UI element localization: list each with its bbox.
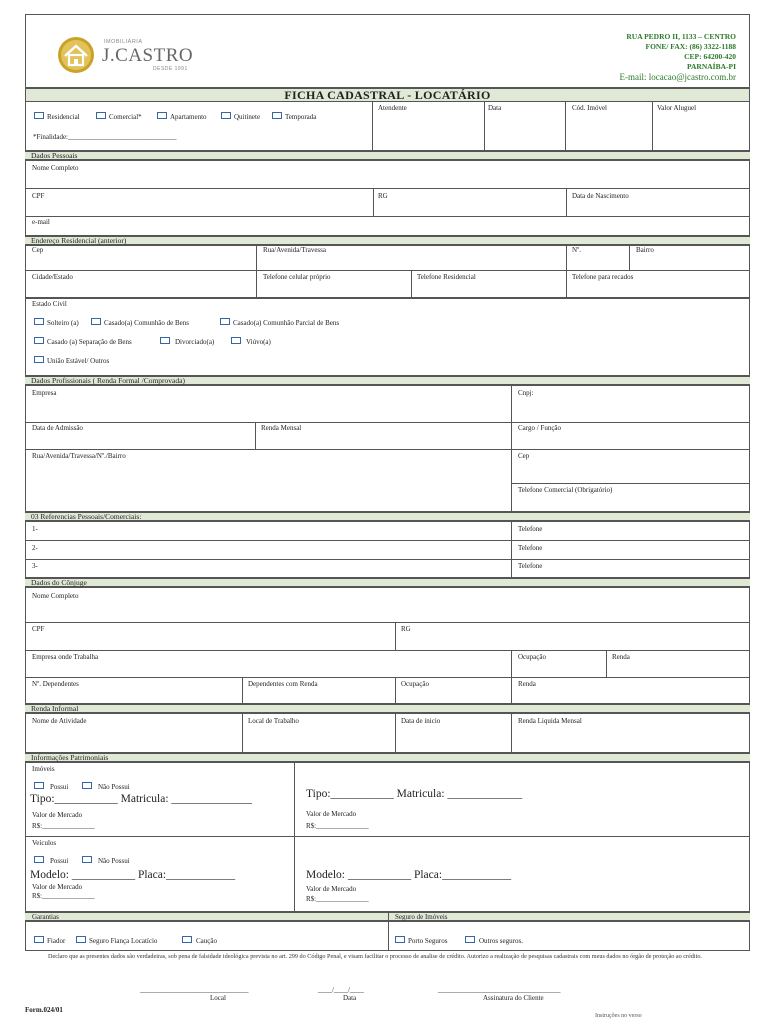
section-profissionais: Dados Profissionais ( Renda Formal /Comprovada)	[25, 376, 750, 385]
form-code: Form.024/01	[25, 1006, 63, 1014]
outros-seguros-checkbox[interactable]	[465, 936, 475, 943]
atendente-label: Atendente	[378, 104, 407, 112]
imovel-tipo-matricula-right[interactable]: Tipo:___________ Matricula: _____________	[306, 788, 523, 800]
imoveis-possui-checkbox[interactable]	[34, 782, 44, 789]
referencia-2-label: 2-	[32, 544, 38, 552]
caucao-label: Caução	[196, 937, 217, 945]
company-address	[620, 32, 737, 82]
tel-comercial-label: Telefone Comercial (Obrigatório)	[518, 486, 613, 494]
admissao-label: Data de Admissão	[32, 424, 83, 432]
comercial-checkbox[interactable]	[96, 112, 106, 119]
referencia-1-label: 1-	[32, 525, 38, 533]
veiculo-valor-left-label: Valor de Mercado	[32, 883, 83, 891]
imoveis-possui-label: Possui	[50, 783, 69, 791]
local-trabalho-label: Local de Trabalho	[248, 717, 299, 725]
assinatura-caption: Assinatura do Cliente	[483, 994, 544, 1002]
nome-completo-label: Nome Completo	[32, 164, 79, 172]
referencia-3-label: 3-	[32, 562, 38, 570]
cep-line: CEP: 64200-420	[684, 52, 736, 61]
veiculo-valor-right-label: Valor de Mercado	[306, 885, 357, 893]
renda-mensal-label: Renda Mensal	[261, 424, 302, 432]
veiculos-possui-label: Possui	[50, 857, 69, 865]
conjuge-renda2-label: Renda	[518, 680, 536, 688]
imovel-valor-right-label: Valor de Mercado	[306, 810, 357, 818]
casado-comunhao-checkbox[interactable]	[91, 318, 101, 325]
casado-comunhao-label: Casado(a) Comunhão de Bens	[104, 319, 189, 327]
imoveis-label: Imóveis	[32, 765, 55, 773]
local-signature-line[interactable]: _______________________________	[140, 986, 249, 994]
imovel-tipo-matricula-left[interactable]: Tipo:___________ Matricula: ______________	[30, 793, 252, 805]
page-title: FICHA CADASTRAL - LOCATÁRIO	[284, 88, 491, 102]
estado-civil-label: Estado Civil	[32, 300, 67, 308]
viuvo-label: Viúvo(a)	[246, 338, 271, 346]
conjuge-renda-label: Renda	[612, 653, 630, 661]
empresa-cep-label: Cep	[518, 452, 530, 460]
local-caption: Local	[210, 994, 226, 1002]
empresa-label: Empresa	[32, 389, 57, 397]
fiador-label: Fiador	[47, 937, 66, 945]
comercial-label: Comercial*	[109, 113, 142, 121]
section-renda-informal: Renda Informal	[25, 704, 750, 713]
finalidade-field[interactable]: *Finalidade:_______________________________	[33, 133, 177, 141]
divorciado-label: Divorciado(a)	[175, 338, 215, 346]
referencia-1-telefone-label: Telefone	[518, 525, 543, 533]
conjuge-ocupacao2-label: Ocupação	[401, 680, 429, 688]
quitinete-checkbox[interactable]	[221, 112, 231, 119]
valor-aluguel-label: Valor Aluguel	[657, 104, 697, 112]
imoveis-nao-possui-checkbox[interactable]	[82, 782, 92, 789]
solteiro-checkbox[interactable]	[34, 318, 44, 325]
veiculos-possui-checkbox[interactable]	[34, 856, 44, 863]
estado-civil-box	[25, 298, 750, 376]
email-line: E-mail: locacao@jcastro.com.br	[619, 72, 736, 82]
rua-label: Rua/Avenida/Travessa	[263, 246, 326, 254]
veiculo-modelo-placa-right[interactable]: Modelo: ___________ Placa:____________	[306, 869, 512, 881]
conjuge-nome-label: Nome Completo	[32, 592, 79, 600]
tel-residencial-label: Telefone Residencial	[417, 273, 476, 281]
declaration-text: Declaro que as presentes dados são verdadeiras, sob pena de falsidade ideológica prevista no art. 299 do Código Penal, e visam facilitar o processo de analise de crédito. Autorizo a realização de pesquisas cadastrais com meus dados no órgão de proteção ao crédito.	[48, 953, 702, 960]
viuvo-checkbox[interactable]	[231, 337, 241, 344]
veiculo-rs-right[interactable]: R$:_______________	[306, 895, 369, 903]
logo-since: DESDE 1991	[153, 66, 188, 72]
conjuge-cpf-label: CPF	[32, 625, 45, 633]
tel-celular-label: Telefone celular próprio	[263, 273, 331, 281]
numero-label: Nº.	[572, 246, 581, 254]
phone-line: FONE/ FAX: (86) 3322-1188	[645, 42, 736, 51]
imovel-rs-left[interactable]: R$:_______________	[32, 822, 95, 830]
data-inicio-label: Data de inicio	[401, 717, 441, 725]
fiador-checkbox[interactable]	[34, 936, 44, 943]
logo-name: J.CASTRO	[102, 45, 194, 66]
section-endereco: Endereço Residencial (anterior)	[25, 236, 750, 245]
bairro-label: Bairro	[636, 246, 654, 254]
instrucoes-verso: Instruções no verso	[595, 1013, 642, 1019]
uniao-estavel-label: União Estável/ Outros	[47, 357, 110, 365]
cep-label: Cep	[32, 246, 44, 254]
house-logo-icon	[56, 35, 96, 75]
porto-seguros-checkbox[interactable]	[395, 936, 405, 943]
casado-parcial-label: Casado(a) Comunhão Parcial de Bens	[233, 319, 340, 327]
section-referencias: 03 Referencias Pessoais/Comerciais:	[25, 512, 750, 521]
garantias-label: Garantias	[32, 913, 59, 921]
rg-label: RG	[378, 192, 388, 200]
section-dados-pessoais: Dados Pessoais	[25, 151, 750, 160]
uniao-estavel-checkbox[interactable]	[34, 356, 44, 363]
imovel-valor-left-label: Valor de Mercado	[32, 811, 83, 819]
cargo-label: Cargo / Função	[518, 424, 562, 432]
quitinete-label: Quitinete	[234, 113, 261, 121]
dependentes-label: Nº. Dependentes	[32, 680, 79, 688]
temporada-label: Temporada	[285, 113, 317, 121]
veiculos-nao-possui-checkbox[interactable]	[82, 856, 92, 863]
cidade-label: Cidade/Estado	[32, 273, 73, 281]
cod-imovel-label: Cód. Imóvel	[572, 104, 607, 112]
porto-seguros-label: Porto Seguros	[408, 937, 448, 945]
casado-parcial-checkbox[interactable]	[220, 318, 230, 325]
data-label: Data	[488, 104, 502, 112]
seguro-fianca-label: Seguro Fiança Locatício	[89, 937, 158, 945]
assinatura-signature-line[interactable]: ___________________________________	[438, 986, 561, 994]
nascimento-label: Data de Nascimento	[572, 192, 629, 200]
residencial-label: Residencial	[47, 113, 80, 121]
logo	[56, 35, 206, 75]
email-label: e-mail	[32, 218, 50, 226]
temporada-checkbox[interactable]	[272, 112, 282, 119]
caucao-checkbox[interactable]	[182, 936, 192, 943]
data-caption: Data	[343, 994, 357, 1002]
seguro-imoveis-label: Seguro de Imóveis	[395, 913, 448, 921]
veiculo-rs-left[interactable]: R$:_______________	[32, 892, 95, 900]
seguro-fianca-checkbox[interactable]	[76, 936, 86, 943]
veiculo-modelo-placa-left[interactable]: Modelo: ___________ Placa:____________	[30, 869, 236, 881]
dependentes-renda-label: Dependentes com Renda	[248, 680, 318, 688]
referencia-2-telefone-label: Telefone	[518, 544, 543, 552]
city-line: PARNAÍBA-PI	[686, 62, 736, 71]
apartamento-label: Apartamento	[170, 113, 207, 121]
address-line: RUA PEDRO II, 1133 – CENTRO	[626, 32, 736, 41]
casado-separacao-checkbox[interactable]	[34, 337, 44, 344]
tel-recados-label: Telefone para recados	[572, 273, 634, 281]
conjuge-ocupacao-label: Ocupação	[518, 653, 546, 661]
imovel-rs-right[interactable]: R$:_______________	[306, 822, 369, 830]
cpf-label: CPF	[32, 192, 45, 200]
solteiro-label: Solteiro (a)	[47, 319, 79, 327]
atividade-label: Nome de Atividade	[32, 717, 87, 725]
cnpj-label: Cnpj:	[518, 389, 534, 397]
section-patrimoniais: Informações Patrimoniais	[25, 753, 750, 762]
nome-completo-input[interactable]	[30, 174, 745, 186]
renda-liquida-label: Renda Liquida Mensal	[518, 717, 582, 725]
apartamento-checkbox[interactable]	[157, 112, 167, 119]
outros-seguros-label: Outros seguros.	[479, 937, 523, 945]
residencial-checkbox[interactable]	[34, 112, 44, 119]
conjuge-rg-label: RG	[401, 625, 411, 633]
imoveis-nao-possui-label: Não Possui	[98, 783, 130, 791]
casado-separacao-label: Casado (a) Separação de Bens	[47, 338, 132, 346]
section-conjuge: Dados do Cônjuge	[25, 578, 750, 587]
divorciado-checkbox[interactable]	[160, 337, 170, 344]
data-signature-line[interactable]: ____/____/____	[318, 986, 364, 994]
logo-small-text: IMOBILIÁRIA	[104, 39, 143, 45]
empresa-rua-label: Rua/Avenida/Travessa/Nº./Bairro	[32, 452, 126, 460]
veiculos-nao-possui-label: Não Possui	[98, 857, 130, 865]
conjuge-empresa-label: Empresa onde Trabalha	[32, 653, 99, 661]
veiculos-label: Veículos	[32, 839, 57, 847]
referencia-3-telefone-label: Telefone	[518, 562, 543, 570]
